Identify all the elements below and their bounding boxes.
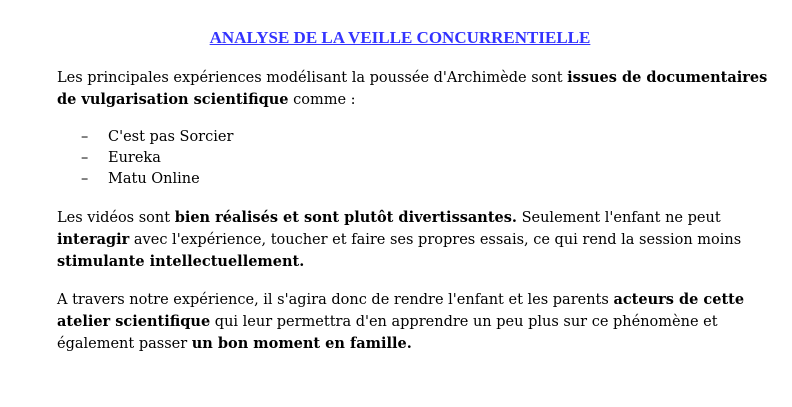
- experience-paragraph: [57, 289, 772, 355]
- videos-text-1: Les vidéos sont: [57, 210, 175, 226]
- document-title: ANALYSE DE LA VEILLE CONCURRENTIELLE: [209, 28, 591, 47]
- list-item-label: Matu Online: [108, 171, 200, 187]
- intro-paragraph: [57, 67, 772, 111]
- videos-bold-2: interagir: [57, 231, 130, 248]
- videos-bold-1: bien réalisés et sont plutôt divertissantes.: [174, 209, 517, 226]
- experience-text-1: A travers notre expérience, il s'agira donc de rendre l'enfant et les parents: [57, 292, 614, 308]
- videos-text-3: avec l'expérience, toucher et faire ses propres essais, ce qui rend la session moins: [129, 232, 742, 248]
- intro-text-1: Les principales expériences modélisant la poussée d'Archimède sont: [57, 70, 568, 86]
- experience-bold-1: acteurs de cette atelier scientifique: [57, 291, 745, 330]
- list-item-label: C'est pas Sorcier: [108, 129, 234, 145]
- list-item-label: Eureka: [108, 150, 161, 166]
- intro-bold-1: issues de documentaires de vulgarisation scientifique: [57, 69, 768, 108]
- list-dash: –: [81, 150, 89, 166]
- videos-paragraph: [57, 207, 772, 273]
- videos-text-2: Seulement l'enfant ne peut: [516, 210, 721, 226]
- experience-bold-2: un bon moment en famille.: [191, 335, 412, 352]
- experience-text-2: qui leur permettra d'en apprendre un peu plus sur ce phénomène et également passer: [57, 314, 718, 352]
- intro-text-2: comme :: [288, 92, 356, 108]
- videos-bold-3: stimulante intellectuellement.: [57, 253, 305, 270]
- list-dash: –: [81, 171, 89, 187]
- list-dash: –: [81, 129, 89, 145]
